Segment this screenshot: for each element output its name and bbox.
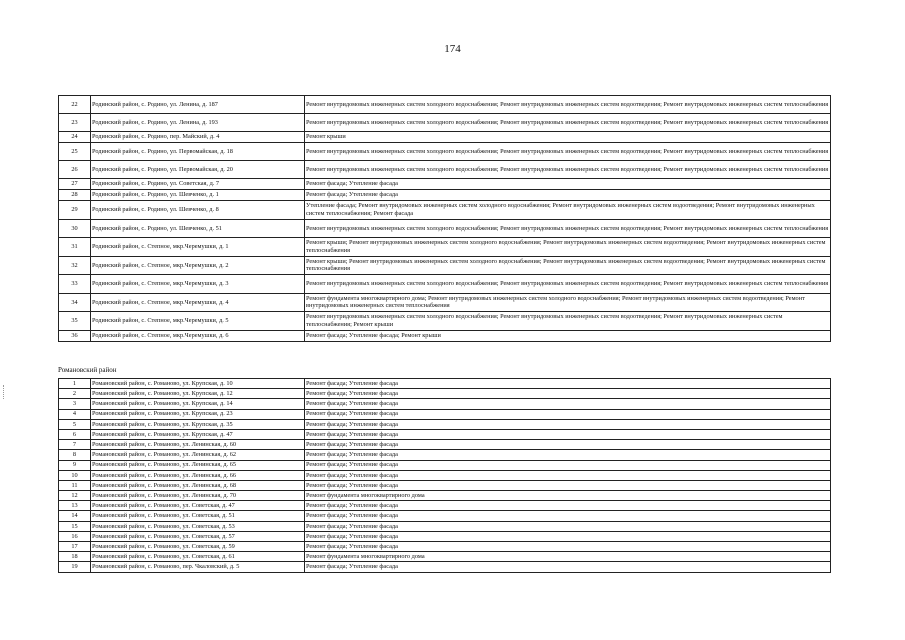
works-cell: Ремонт фасада; Утепление фасада xyxy=(305,562,831,572)
address-cell: Романовский район, с. Романово, ул. Ленинская, д. 68 xyxy=(91,480,305,490)
row-number-cell: 27 xyxy=(59,179,91,190)
works-cell: Ремонт фасада; Утепление фасада xyxy=(305,460,831,470)
address-cell: Романовский район, с. Романово, ул. Крупская, д. 10 xyxy=(91,379,305,389)
table-row xyxy=(59,312,831,331)
row-number-cell: 30 xyxy=(59,219,91,238)
works-cell: Ремонт фасада; Утепление фасада xyxy=(305,531,831,541)
address-cell: Романовский район, с. Романово, ул. Крупская, д. 14 xyxy=(91,399,305,409)
address-cell: Романовский район, с. Романово, ул. Советская, д. 59 xyxy=(91,542,305,552)
row-number-cell: 6 xyxy=(59,429,91,439)
works-cell: Ремонт внутридомовых инженерных систем холодного водоснабжения; Ремонт внутридомовых инженерных систем водоотведения; Ремонт внутридомовых инженерных систем теплоснабжения xyxy=(305,143,831,161)
works-cell: Ремонт внутридомовых инженерных систем холодного водоснабжения; Ремонт внутридомовых инженерных систем водоотведения; Ремонт внутридомовых инженерных систем теплоснабжения xyxy=(305,219,831,238)
works-cell: Ремонт фасада; Утепление фасада xyxy=(305,429,831,439)
address-cell: Романовский район, с. Романово, ул. Ленинская, д. 62 xyxy=(91,450,305,460)
works-cell: Ремонт фасада; Утепление фасада xyxy=(305,521,831,531)
works-cell: Ремонт фасада; Утепление фасада xyxy=(305,450,831,460)
row-number-cell: 35 xyxy=(59,312,91,331)
table-row xyxy=(59,161,831,179)
row-number-cell: 25 xyxy=(59,143,91,161)
row-number-cell: 9 xyxy=(59,460,91,470)
works-cell: Ремонт фасада; Утепление фасада xyxy=(305,419,831,429)
table-row xyxy=(59,531,831,541)
works-cell: Ремонт фасада; Утепление фасада xyxy=(305,399,831,409)
addresses-table-romanovsky xyxy=(58,378,831,573)
row-number-cell: 4 xyxy=(59,409,91,419)
table-row xyxy=(59,379,831,389)
table-row xyxy=(59,521,831,531)
works-cell: Ремонт крыши; Ремонт внутридомовых инженерных систем холодного водоснабжения; Ремонт внутридомовых инженерных систем водоотведения; Ремонт внутридомовых инженерных систем теплоснабжения xyxy=(305,256,831,275)
address-cell: Родинский район, с. Родино, ул. Шевченко, д. 51 xyxy=(91,219,305,238)
table-row xyxy=(59,480,831,490)
row-number-cell: 14 xyxy=(59,511,91,521)
address-cell: Родинский район, с. Степное, мкр.Черемушки, д. 3 xyxy=(91,275,305,294)
table-row xyxy=(59,552,831,562)
works-cell: Ремонт внутридомовых инженерных систем холодного водоснабжения; Ремонт внутридомовых инженерных систем водоотведения; Ремонт внутридомовых инженерных систем теплоснабжения xyxy=(305,275,831,294)
row-number-cell: 3 xyxy=(59,399,91,409)
row-number-cell: 8 xyxy=(59,450,91,460)
row-number-cell: 18 xyxy=(59,552,91,562)
address-cell: Родинский район, с. Родино, ул. Первомайская, д. 18 xyxy=(91,143,305,161)
address-cell: Родинский район, с. Степное, мкр.Черемушки, д. 5 xyxy=(91,312,305,331)
address-cell: Романовский район, с. Романово, ул. Советская, д. 47 xyxy=(91,501,305,511)
margin-mark xyxy=(3,385,5,399)
address-cell: Романовский район, с. Романово, ул. Советская, д. 57 xyxy=(91,531,305,541)
address-cell: Романовский район, с. Романово, ул. Крупская, д. 35 xyxy=(91,419,305,429)
page-number: 174 xyxy=(444,43,461,55)
works-cell: Ремонт внутридомовых инженерных систем холодного водоснабжения; Ремонт внутридомовых инженерных систем водоотведения; Ремонт внутридомовых инженерных систем теплоснабжения; Ремонт крыши xyxy=(305,312,831,331)
address-cell: Романовский район, с. Романово, ул. Ленинская, д. 66 xyxy=(91,470,305,480)
address-cell: Романовский район, с. Романово, ул. Ленинская, д. 65 xyxy=(91,460,305,470)
works-cell: Ремонт фасада; Утепление фасада xyxy=(305,190,831,201)
row-number-cell: 32 xyxy=(59,256,91,275)
address-cell: Родинский район, с. Степное, мкр.Черемушки, д. 4 xyxy=(91,293,305,312)
address-cell: Родинский район, с. Родино, ул. Советская, д. 7 xyxy=(91,179,305,190)
address-cell: Романовский район, с. Романово, ул. Советская, д. 61 xyxy=(91,552,305,562)
table-row xyxy=(59,238,831,257)
works-cell: Ремонт фундамента многоквартирного дома xyxy=(305,552,831,562)
row-number-cell: 23 xyxy=(59,114,91,132)
works-cell: Ремонт фасада; Утепление фасада xyxy=(305,542,831,552)
works-cell: Ремонт фундамента многоквартирного дома; Ремонт внутридомовых инженерных систем холодного водоснабжения; Ремонт внутридомовых инженерных систем водоотведения; Ремонт внутридомовых инженерных систем теплоснабжения xyxy=(305,293,831,312)
table-row xyxy=(59,293,831,312)
works-cell: Ремонт фасада; Утепление фасада xyxy=(305,379,831,389)
table-row xyxy=(59,460,831,470)
table-row xyxy=(59,419,831,429)
works-cell: Ремонт фасада; Утепление фасада xyxy=(305,470,831,480)
works-cell: Ремонт фасада; Утепление фасада xyxy=(305,179,831,190)
table-row xyxy=(59,132,831,143)
row-number-cell: 13 xyxy=(59,501,91,511)
row-number-cell: 11 xyxy=(59,480,91,490)
address-cell: Романовский район, с. Романово, пер. Чкаловский, д. 5 xyxy=(91,562,305,572)
works-cell: Ремонт фасада; Утепление фасада xyxy=(305,511,831,521)
row-number-cell: 19 xyxy=(59,562,91,572)
row-number-cell: 22 xyxy=(59,96,91,114)
row-number-cell: 10 xyxy=(59,470,91,480)
works-cell: Ремонт фасада; Утепление фасада xyxy=(305,440,831,450)
table-row xyxy=(59,470,831,480)
table-body xyxy=(59,96,831,342)
works-cell: Утепление фасада; Ремонт внутридомовых инженерных систем холодного водоснабжения; Ремонт внутридомовых инженерных систем водоотведения; Ремонт внутридомовых инженерных систем теплоснабжения; Ремонт фасада xyxy=(305,201,831,220)
row-number-cell: 15 xyxy=(59,521,91,531)
table-row xyxy=(59,409,831,419)
row-number-cell: 34 xyxy=(59,293,91,312)
address-cell: Родинский район, с. Родино, пер. Майский, д. 4 xyxy=(91,132,305,143)
row-number-cell: 26 xyxy=(59,161,91,179)
address-cell: Романовский район, с. Романово, ул. Крупская, д. 47 xyxy=(91,429,305,439)
table-row xyxy=(59,256,831,275)
works-cell: Ремонт фасада; Утепление фасада xyxy=(305,409,831,419)
table-row xyxy=(59,542,831,552)
address-cell: Романовский район, с. Романово, ул. Ленинская, д. 70 xyxy=(91,491,305,501)
row-number-cell: 24 xyxy=(59,132,91,143)
works-cell: Ремонт крыши xyxy=(305,132,831,143)
table-row xyxy=(59,511,831,521)
row-number-cell: 31 xyxy=(59,238,91,257)
table-row xyxy=(59,440,831,450)
works-cell: Ремонт фасада; Утепление фасада xyxy=(305,480,831,490)
table-row xyxy=(59,501,831,511)
table-row xyxy=(59,190,831,201)
address-cell: Родинский район, с. Родино, ул. Ленина, д. 187 xyxy=(91,96,305,114)
address-cell: Родинский район, с. Родино, ул. Ленина, д. 193 xyxy=(91,114,305,132)
table-row xyxy=(59,219,831,238)
row-number-cell: 28 xyxy=(59,190,91,201)
address-cell: Родинский район, с. Степное, мкр.Черемушки, д. 1 xyxy=(91,238,305,257)
table-row xyxy=(59,179,831,190)
row-number-cell: 17 xyxy=(59,542,91,552)
table-row xyxy=(59,389,831,399)
row-number-cell: 36 xyxy=(59,330,91,341)
row-number-cell: 33 xyxy=(59,275,91,294)
works-cell: Ремонт фасада; Утепление фасада xyxy=(305,501,831,511)
table-row xyxy=(59,201,831,220)
row-number-cell: 5 xyxy=(59,419,91,429)
works-cell: Ремонт внутридомовых инженерных систем холодного водоснабжения; Ремонт внутридомовых инженерных систем водоотведения; Ремонт внутридомовых инженерных систем теплоснабжения xyxy=(305,161,831,179)
address-cell: Родинский район, с. Степное, мкр.Черемушки, д. 2 xyxy=(91,256,305,275)
address-cell: Родинский район, с. Родино, ул. Первомайская, д. 20 xyxy=(91,161,305,179)
table-row xyxy=(59,114,831,132)
table-row xyxy=(59,450,831,460)
table-row xyxy=(59,96,831,114)
works-cell: Ремонт фундамента многоквартирного дома xyxy=(305,491,831,501)
address-cell: Романовский район, с. Романово, ул. Ленинская, д. 60 xyxy=(91,440,305,450)
address-cell: Романовский район, с. Романово, ул. Крупская, д. 23 xyxy=(91,409,305,419)
address-cell: Романовский район, с. Романово, ул. Советская, д. 51 xyxy=(91,511,305,521)
works-cell: Ремонт крыши; Ремонт внутридомовых инженерных систем холодного водоснабжения; Ремонт внутридомовых инженерных систем водоотведения; Ремонт внутридомовых инженерных систем теплоснабжения xyxy=(305,238,831,257)
row-number-cell: 29 xyxy=(59,201,91,220)
table-row xyxy=(59,330,831,341)
address-cell: Романовский район, с. Романово, ул. Крупская, д. 12 xyxy=(91,389,305,399)
table-row xyxy=(59,143,831,161)
row-number-cell: 7 xyxy=(59,440,91,450)
address-cell: Романовский район, с. Романово, ул. Советская, д. 53 xyxy=(91,521,305,531)
table-body xyxy=(59,379,831,573)
table-row xyxy=(59,491,831,501)
table-row xyxy=(59,429,831,439)
table-row xyxy=(59,275,831,294)
address-cell: Родинский район, с. Степное, мкр.Черемушки, д. 6 xyxy=(91,330,305,341)
table-row xyxy=(59,399,831,409)
row-number-cell: 1 xyxy=(59,379,91,389)
works-cell: Ремонт внутридомовых инженерных систем холодного водоснабжения; Ремонт внутридомовых инженерных систем водоотведения; Ремонт внутридомовых инженерных систем теплоснабжения xyxy=(305,96,831,114)
row-number-cell: 2 xyxy=(59,389,91,399)
works-cell: Ремонт фасада; Утепление фасада; Ремонт крыши xyxy=(305,330,831,341)
works-cell: Ремонт фасада; Утепление фасада xyxy=(305,389,831,399)
row-number-cell: 16 xyxy=(59,531,91,541)
address-cell: Родинский район, с. Родино, ул. Шевченко, д. 1 xyxy=(91,190,305,201)
table-row xyxy=(59,562,831,572)
section-title: Романовский район xyxy=(58,366,117,374)
works-cell: Ремонт внутридомовых инженерных систем холодного водоснабжения; Ремонт внутридомовых инженерных систем водоотведения; Ремонт внутридомовых инженерных систем теплоснабжения xyxy=(305,114,831,132)
address-cell: Родинский район, с. Родино, ул. Шевченко, д. 8 xyxy=(91,201,305,220)
addresses-table-rodinsky xyxy=(58,95,831,342)
row-number-cell: 12 xyxy=(59,491,91,501)
